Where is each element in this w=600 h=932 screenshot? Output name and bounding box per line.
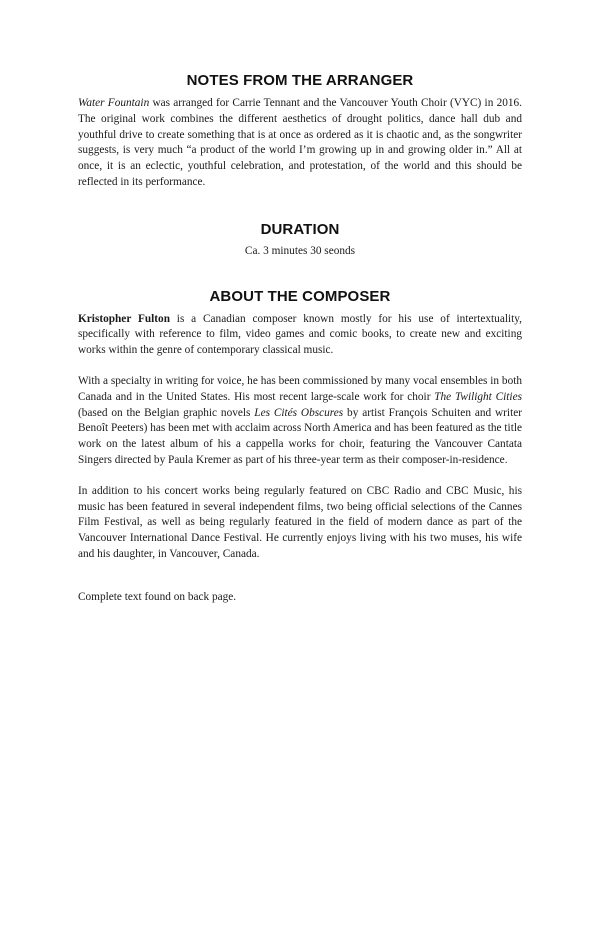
arranger-text: was arranged for Carrie Tennant and the Vancouver Youth Choir (VYC) in 2016. The original work combines the different aesthetics of drought politics, dance hall dub and youthful drive to create something that is at once as ordered as it is chaotic and, as the songwriter suggests, is very much “a product of the world I’m growing up in and growing older in.” All at once, it is an eclectic, youthful celebration, and protestation, of the world and this should be reflected in its performance. [78, 97, 522, 188]
composer-p1-text: is a Canadian composer known mostly for his use of intertextuality, specifically with reference to film, video games and comic books, to create new and exciting works within the genre of contemporary classical music. [78, 312, 522, 357]
arranger-heading: NOTES FROM THE ARRANGER [186, 72, 414, 89]
composer-p2-text-a: With a specialty in writing for voice, he has been commissioned by many vocal ensembles in both Canada and in the United States. His most recent large-scale work for choir [78, 374, 522, 403]
twilight-cities-title: The Twilight Cities [434, 390, 522, 403]
cites-obscures-title: Les Cités Obscures [254, 406, 344, 419]
work-title: Water Fountain [78, 97, 150, 109]
arranger-paragraph [78, 96, 522, 191]
composer-paragraph-3: In addition to his concert works being regularly featured on CBC Radio and CBC Music, his music has been featured in several independent films, two being official selections of the Cannes Film Festival, as well as being regularly featured in the field of modern dance as part of the Vancouver International Dance Festival. He currently enjoys living with his two muses, his wife and his daughter, in Vancouver, Canada. [78, 484, 522, 560]
duration-heading: DURATION [260, 220, 340, 238]
composer-p2-text-c: by artist François Schuiten and writer Benoît Peeters) has been met with acclaim across North America and has been featured as the title work on the latest album of his a cappella works for choir, featuring the Vancouver Cantata Singers directed by Paula Kremer as part of his three-year term as their composer-in-residence. [78, 406, 522, 466]
composer-p2-text-b: (based on the Belgian graphic novels [78, 406, 255, 419]
composer-paragraph-2 [78, 374, 522, 469]
composer-name: Kristopher Fulton [78, 312, 170, 325]
composer-paragraph-1 [78, 312, 522, 359]
page [78, 72, 522, 606]
duration-text: Ca. 3 minutes 30 seonds [244, 244, 356, 257]
composer-heading: ABOUT THE COMPOSER [209, 287, 391, 305]
footer-note: Complete text found on back page. [78, 590, 237, 603]
